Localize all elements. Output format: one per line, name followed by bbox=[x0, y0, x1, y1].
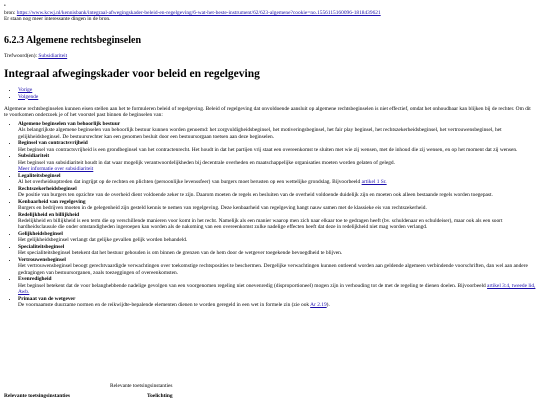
principle-item bbox=[18, 276, 536, 295]
bullet-marker: • bbox=[4, 4, 6, 9]
principle-body: Het beginsel van subsidiariteit houdt in dat waar mogelijk verantwoordelijkheden bij decentrale overheden en maatschappelijke organisaties moeten worden gelaten of gelegd. bbox=[18, 159, 395, 166]
principle-title: • Beginsel van contractsvrijheid bbox=[18, 140, 88, 147]
principle-item bbox=[18, 231, 536, 244]
principle-text bbox=[18, 179, 536, 185]
table-header-toelichting: Toelichting bbox=[147, 393, 173, 399]
principle-title: • Legaliteitsbeginsel bbox=[18, 172, 61, 179]
principle-item bbox=[18, 244, 536, 257]
intro-paragraph: Algemene rechtsbeginselen kunnen eisen stellen aan het te formuleren beleid of regelgeving. Beleid of regelgeving dat onvoldoende aansluit op algemene rechtsbeginselen is niet effectief, omdat het onhoudbaar kan blijken bij de rechter. Om dit te voorkomen onderzoek je of het voorstel past binnen de beginselen van: bbox=[4, 106, 531, 119]
table-header-instanties: Relevante toetsingsinstanties bbox=[4, 393, 71, 399]
principle-text bbox=[18, 147, 536, 153]
source-label: bron: bbox=[4, 10, 16, 16]
principle-text bbox=[18, 192, 536, 198]
principle-title: • Rechtszekerheidsbeginsel bbox=[18, 185, 77, 192]
principle-text bbox=[18, 218, 536, 231]
principle-link[interactable]: Ar 2.19 bbox=[310, 302, 327, 309]
prev-link[interactable]: Vorige bbox=[18, 87, 33, 94]
principle-title: • Vertrouwensbeginsel bbox=[18, 257, 66, 264]
principle-item bbox=[18, 199, 536, 212]
principle-text bbox=[18, 205, 536, 211]
principle-body: Het beginsel betekent dat de voor belanghebbende nadelige gevolgen van een voorgenomen regeling niet onevenredig (disproportioneel) mogen zijn in verhouding tot de met de regeling te dienen doelen. Bijvoorbeeld bbox=[18, 282, 488, 289]
principles-list bbox=[4, 121, 536, 309]
principle-text bbox=[18, 250, 536, 256]
principle-body: Het gelijkheidsbeginsel verlangt dat gelijke gevallen gelijk worden behandeld. bbox=[18, 237, 188, 244]
principle-body: Redelijkheid en billijkheid is een term die op verschillende manieren voor komt in het recht. Namelijk als een manier waarop men zich naar elkaar toe te gedragen heeft (bv. schuldenaar en schuldeiser), maar ook als een soort hardheidsclausule die onder omstandigheden ingeroepen kan worden als de nakoming van een overeenkomst zulke nadelige effecten heeft dat deze in redelijkheid niet mag worden verlangd. bbox=[18, 218, 503, 231]
document-page bbox=[4, 4, 536, 309]
principle-title: • Redelijkheid en billijkheid bbox=[18, 211, 80, 218]
pager-item-next bbox=[18, 94, 536, 100]
table-caption: Relevante toetsingsinstanties bbox=[110, 383, 173, 389]
principle-body: De positie van burgers ten opzichte van de overheid dient voldoende zeker te zijn. Daarom moeten de regels en besluiten van de overheid voldoende duidelijk zijn en moeten ook alleen bestaande regels worden toegepast. bbox=[18, 192, 493, 199]
principle-item bbox=[18, 257, 536, 276]
principle-item bbox=[18, 212, 536, 231]
principle-item bbox=[18, 186, 536, 199]
principle-item bbox=[18, 173, 536, 186]
principle-text bbox=[18, 302, 536, 308]
keywords-label: Trefwoord(en): bbox=[4, 52, 38, 59]
principle-title: • Kenbaarheid van regelgeving bbox=[18, 198, 86, 205]
next-link[interactable]: Volgende bbox=[18, 93, 39, 100]
principle-title: • Primaat van de wetgever bbox=[18, 295, 76, 302]
page-title: Integraal afwegingskader voor beleid en regelgeving bbox=[4, 68, 260, 81]
principle-item bbox=[18, 296, 536, 309]
principle-body: Het beginsel van contractsvrijheid is een grondbeginsel van het contractenrecht. Het houdt in dat het partijen vrij staat een overeenkomst te sluiten met wie zij wensen, met de inhoud die zij wensen, en op het moment dat zij wensen. bbox=[18, 146, 518, 153]
principle-title: • Subsidiariteit bbox=[18, 153, 50, 160]
principle-item bbox=[18, 153, 536, 172]
principle-link[interactable]: artikel 1 Sr. bbox=[361, 179, 387, 186]
principle-title: • Algemene beginselen van behoorlijk bestuur bbox=[18, 120, 121, 127]
pager-nav bbox=[4, 87, 536, 100]
keywords-line bbox=[4, 53, 536, 59]
principle-title: • Specialiteitsbeginsel bbox=[18, 244, 65, 251]
keyword-link-subsidiariteit[interactable]: Subsidiariteit bbox=[38, 52, 68, 59]
principle-body: Burgers en bedrijven moeten in de gelegenheid zijn gesteld kennis te nemen van regelgeving. Deze kenbaarheid van regelgeving hangt nauw samen met de klassieke eis van rechtszekerheid. bbox=[18, 205, 427, 212]
principle-text bbox=[18, 283, 536, 296]
principle-text bbox=[18, 160, 536, 173]
principle-tail: ). bbox=[326, 302, 330, 309]
principle-item bbox=[18, 140, 536, 153]
principle-link[interactable]: Meer informatie over subsidiariteit bbox=[18, 166, 94, 173]
principle-body: Het specialiteitsbeginsel betekent dat het bestuur gehouden is om binnen de grenzen van de hem door de wetgever toegekende bevoegdheid te blijven. bbox=[18, 250, 343, 257]
source-note: Er staan nog meer interessante dingen in de bron. bbox=[4, 16, 111, 23]
principle-body: Als belangrijkste algemene beginselen van behoorlijk bestuur kunnen worden genoemd: het zorgvuldigheidsbeginsel, het motiveringsbeginsel, het fair play beginsel, het rechtszekerheidsbeginsel, het vertrouwensbeginsel, het gelijkheidsbeginsel. De bestuursrechter kan een genomen besluit door een bestuursorgaan toetsen aan deze beginselen. bbox=[18, 127, 502, 140]
source-link[interactable]: https://www.kcwj.nl/kennisbank/integraal-afwegingskader-beleid-en-regelgeving/6-wat-het-beste-instrument/62/623-algemene?cookie=no.1556115160096-1818439621 bbox=[16, 10, 381, 16]
principle-link[interactable]: artikel 3:4, tweede lid, Awb. bbox=[18, 282, 536, 296]
principle-title: • Gelijkheidsbeginsel bbox=[18, 231, 63, 238]
principle-body: Al het overheidsoptreden dat ingrijpt op de rechten en plichten (persoonlijke levenssfeer) van burgers moet berusten op een wettelijke grondslag. Bijvoorbeeld bbox=[18, 179, 362, 186]
principle-item bbox=[18, 121, 536, 140]
principle-text bbox=[18, 127, 536, 140]
principle-body: Het vertrouwensbeginsel beoogt gerechtvaardigde verwachtingen over toekomstige rechtsposities te beschermen. Dergelijke verwachtingen kunnen ontleend worden aan geldende algemeen verbindende voorschriften, dan wel aan andere gedragingen van bestuursorganen, zoals toezeggingen of overeenkomsten. bbox=[18, 263, 528, 276]
principle-text bbox=[18, 263, 536, 276]
principle-text bbox=[18, 237, 536, 243]
principle-body: De voornaamste duurzame normen en de reikwijdte-bepalende elementen dienen te worden geregeld in een wet in formele zin (zie ook bbox=[18, 302, 311, 309]
principle-title: • Evenredigheid bbox=[18, 276, 52, 283]
section-heading: 6.2.3 Algemene rechtsbeginselen bbox=[4, 34, 142, 46]
